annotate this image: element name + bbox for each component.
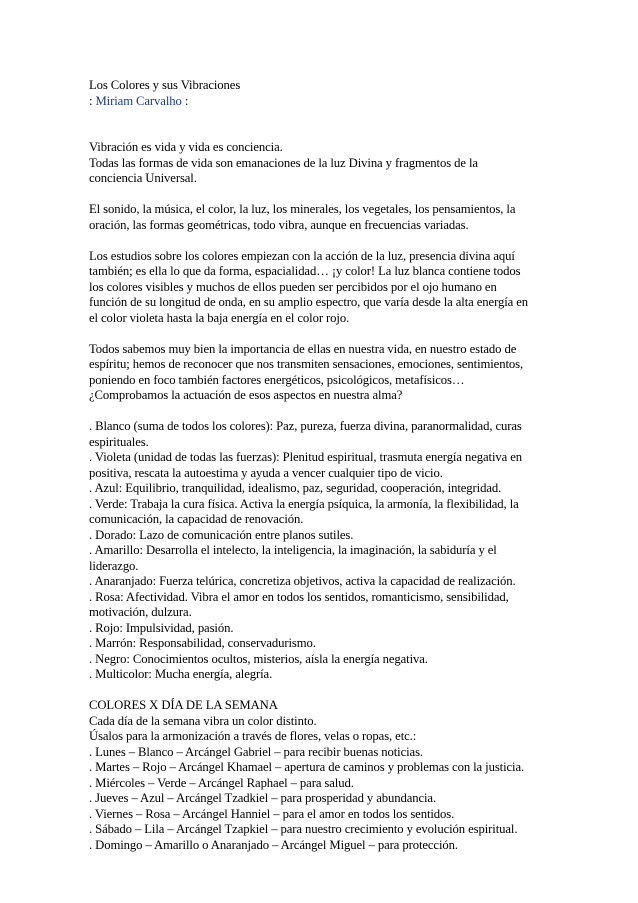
spacer [89,233,559,249]
intro-paragraph [89,140,559,187]
list-item: . Miércoles – Verde – Arcángel Raphael – para salud. [89,775,354,790]
author-suffix: : [181,93,189,108]
spacer [89,187,559,203]
paragraph-line: El sonido, la música, el color, la luz, los minerales, los vegetales, los pensamientos, la [89,202,516,216]
list-item: . Jueves – Azul – Arcángel Tzadkiel – para prosperidad y abundancia. [89,791,437,805]
importance-paragraph [89,342,559,404]
list-item: . Sábado – Lila – Arcángel Tzapkiel – para nuestro crecimiento y evolución espiritual. [89,822,518,836]
sound-paragraph [89,202,559,233]
paragraph-line: Todas las formas de vida son emanaciones de la luz Divina y fragmentos de la [89,155,478,170]
paragraph-line: Vibración es vida y vida es conciencia. [89,140,283,154]
list-item: . Multicolor: Mucha energía, alegría. [89,667,273,681]
paragraph-line: el color violeta hasta la baja energía en el color rojo. [89,310,350,325]
document-page [89,78,559,853]
author-line [89,94,559,110]
list-item: . Rojo: Impulsividad, pasión. [89,620,234,635]
paragraph-line: espíritu; hemos de reconocer que nos transmiten sensaciones, emociones, sentimientos, [89,357,524,371]
spacer [89,683,559,699]
paragraph-line: los colores visibles y muchos de ellos pueden ser percibidos por el ojo humano en [89,279,497,294]
list-item: . Negro: Conocimientos ocultos, misterios, aísla la energía negativa. [89,651,428,666]
section-heading: COLORES X DÍA DE LA SEMANA [89,698,278,712]
list-item: . Violeta (unidad de todas las fuerzas): Plenitud espiritual, trasmuta energía negativa en [89,450,522,464]
list-item: motivación, dulzura. [89,605,192,619]
list-item: . Viernes – Rosa – Arcángel Hanniel – para el amor en todos los sentidos. [89,806,455,821]
list-item: . Azul: Equilibrio, tranquilidad, idealismo, paz, seguridad, cooperación, integridad. [89,481,502,495]
paragraph-line: también; es ella lo que da forma, espacialidad… ¡y color! La luz blanca contiene todos [89,264,521,278]
list-item: espirituales. [89,434,149,449]
list-item: Cada día de la semana vibra un color distinto. [89,713,317,728]
title-text: Los Colores y sus Vibraciones [89,78,241,92]
list-item: . Anaranjado: Fuerza telúrica, concretiza objetivos, activa la capacidad de realización. [89,574,516,588]
week-section [89,698,559,853]
paragraph-line: oración, las formas geométricas, todo vibra, aunque en frecuencias variadas. [89,217,469,232]
paragraph-line: Los estudios sobre los colores empiezan con la acción de la luz, presencia divina aquí [89,248,515,263]
paragraph-line: Todos sabemos muy bien la importancia de ellas en nuestra vida, en nuestro estado de [89,341,517,356]
list-item: . Lunes – Blanco – Arcángel Gabriel – para recibir buenas noticias. [89,744,423,759]
paragraph-line: poniendo en foco también factores energéticos, psicológicos, metafísicos… [89,372,465,387]
list-item: . Domingo – Amarillo o Anaranjado – Arcángel Miguel – para protección. [89,837,458,852]
list-item: . Verde: Trabaja la cura física. Activa la energía psíquica, la armonía, la flexibilidad, la [89,496,519,511]
spacer [89,109,559,140]
spacer [89,404,559,420]
list-item: . Marrón: Responsabilidad, conservadurismo. [89,636,316,650]
paragraph-line: conciencia Universal. [89,171,197,185]
list-item: . Dorado: Lazo de comunicación entre planos sutiles. [89,527,354,542]
colors-list [89,419,559,683]
list-item: . Amarillo: Desarrolla el intelecto, la inteligencia, la imaginación, la sabiduría y el [89,543,497,557]
list-item: comunicación, la capacidad de renovación. [89,512,304,526]
list-item: . Martes – Rojo – Arcángel Khamael – apertura de caminos y problemas con la justicia. [89,760,525,774]
studies-paragraph [89,249,559,327]
author-link[interactable]: Miriam Carvalho [95,93,182,108]
document-title [89,78,559,94]
author-prefix: : [89,93,96,108]
spacer [89,326,559,342]
list-item: positiva, rescata la autoestima y ayuda a vencer cualquier tipo de vicio. [89,465,443,480]
list-item: . Rosa: Afectividad. Vibra el amor en todos los sentidos, romanticismo, sensibilidad, [89,589,509,604]
list-item: liderazgo. [89,558,139,573]
paragraph-line: ¿Comprobamos la actuación de esos aspectos en nuestra alma? [89,388,403,402]
list-item: . Blanco (suma de todos los colores): Paz, pureza, fuerza divina, paranormalidad, curas [89,419,522,433]
list-item: Úsalos para la armonización a través de flores, velas o ropas, etc.: [89,729,417,743]
paragraph-line: función de su longitud de onda, en su amplio espectro, que varía desde la alta energía en [89,295,529,309]
